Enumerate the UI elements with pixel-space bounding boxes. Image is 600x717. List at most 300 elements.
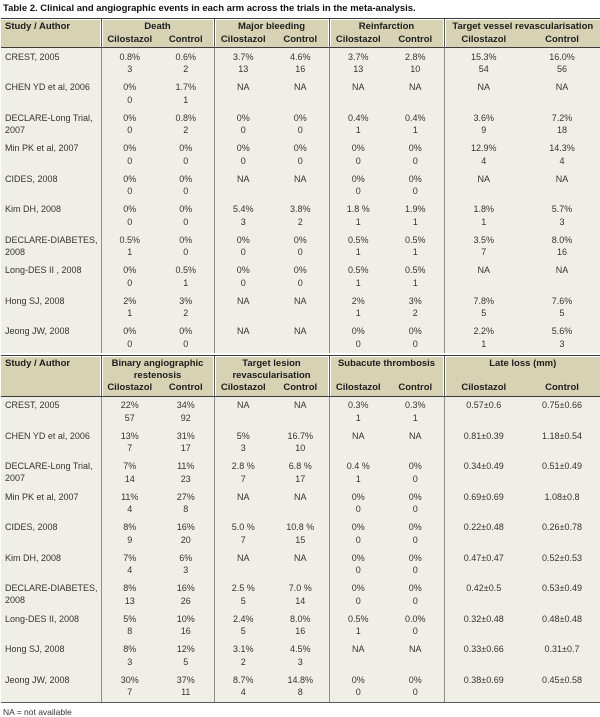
value-cell [101, 201, 158, 232]
count-value: 1 [412, 277, 418, 288]
value-cell [272, 262, 329, 293]
count-value [446, 503, 523, 516]
value-cell [523, 262, 600, 293]
table-row [1, 109, 600, 140]
percentage-value: 1.9% [405, 204, 426, 214]
subheader-cilostazol: Cilostazol [214, 382, 272, 396]
value-cell [158, 292, 214, 323]
percentage-value: NA [352, 644, 365, 654]
subheader-cilostazol: Cilostazol [444, 382, 523, 396]
count-value: 1 [183, 277, 189, 288]
value-cell [523, 79, 600, 110]
value-cell [444, 323, 523, 354]
percentage-value: 0% [408, 552, 422, 563]
count-value: 5 [240, 626, 246, 636]
count-value: 7 [127, 443, 133, 453]
percentage-value: NA [237, 400, 250, 410]
value-cell [523, 458, 600, 489]
value-cell [101, 458, 158, 489]
value-cell [158, 140, 214, 171]
percentage-value: 4.6% [290, 51, 311, 62]
percentage-value: 8.0% [290, 613, 311, 624]
subheader-control: Control [523, 34, 600, 48]
count-value: 0 [297, 277, 303, 288]
percentage-value: 7.0 % [288, 583, 312, 593]
count-value: 9 [481, 125, 487, 135]
count-value [273, 338, 328, 351]
percentage-value: 14.3% [549, 143, 575, 153]
value-cell [387, 549, 444, 580]
value-cell [158, 262, 214, 293]
subheader-cilostazol: Cilostazol [444, 34, 523, 48]
percentage-value: 7% [123, 552, 137, 563]
count-value: 17 [180, 443, 191, 453]
percentage-value: 0% [408, 583, 422, 593]
count-value: 3 [297, 656, 303, 667]
value-cell [214, 396, 272, 427]
percentage-value: NA [294, 326, 307, 336]
value-cell [214, 170, 272, 201]
value-cell [214, 641, 272, 672]
table-row [1, 458, 600, 489]
count-value [524, 94, 600, 107]
percentage-value: 0% [408, 326, 422, 336]
percentage-value: 0.5% [405, 234, 426, 245]
count-value: 0 [412, 534, 418, 545]
value-cell [329, 79, 387, 110]
percentage-value: 0% [123, 112, 137, 123]
percentage-value: 3% [179, 295, 193, 306]
percentage-value: NA [294, 491, 307, 502]
count-value: 0 [240, 155, 246, 166]
subheader-cilostazol: Cilostazol [101, 34, 158, 48]
count-value [446, 442, 523, 455]
value-cell [523, 201, 600, 232]
value-cell [272, 396, 329, 427]
count-value: 57 [124, 412, 135, 423]
study-name: DECLARE-Long Trial, 2007 [1, 458, 101, 489]
count-value: 3 [183, 565, 189, 575]
count-value: 17 [295, 473, 306, 484]
value-cell [272, 458, 329, 489]
table-row [1, 140, 600, 171]
count-value: 5 [240, 595, 246, 606]
count-value: 1 [412, 412, 418, 423]
value-cell [214, 519, 272, 550]
value-cell [101, 396, 158, 427]
percentage-value: NA [352, 82, 365, 92]
percentage-value: 1.08±0.8 [544, 491, 580, 502]
percentage-value: NA [555, 82, 569, 92]
subheader-control: Control [387, 34, 444, 48]
percentage-value: 34% [176, 400, 195, 410]
percentage-value: 3.7% [232, 51, 254, 62]
table-row [1, 580, 600, 611]
count-value: 7 [481, 247, 487, 257]
percentage-value: 10% [176, 613, 195, 624]
count-value [216, 94, 272, 107]
count-value [216, 185, 272, 198]
value-cell [387, 323, 444, 354]
count-value: 20 [180, 534, 191, 545]
footnote: NA = not available [3, 706, 72, 717]
percentage-value: 7.2% [551, 112, 573, 123]
percentage-value: 0.4% [405, 112, 426, 123]
count-value: 0 [297, 125, 303, 135]
value-cell [444, 488, 523, 519]
study-name: Kim DH, 2008 [1, 201, 101, 232]
count-value [446, 656, 523, 669]
table-row [1, 641, 600, 672]
percentage-value: 0.42±0.5 [466, 583, 502, 593]
count-value: 1 [355, 247, 361, 257]
count-value: 0 [183, 186, 189, 196]
percentage-value: NA [352, 430, 365, 441]
percentage-value: 0.5% [348, 234, 369, 245]
percentage-value: 0% [123, 326, 137, 336]
study-name: Min PK et al, 2007 [1, 140, 101, 171]
count-value [524, 503, 600, 516]
count-value [524, 442, 600, 455]
value-cell [329, 396, 387, 427]
column-header-study: Study / Author [1, 356, 101, 397]
percentage-value: 8% [123, 522, 137, 532]
percentage-value: 0% [408, 173, 422, 184]
value-cell [444, 671, 523, 702]
value-cell [329, 170, 387, 201]
percentage-value: 0.47±0.47 [463, 552, 504, 563]
count-value: 0 [412, 338, 418, 349]
count-value: 1 [355, 626, 361, 636]
percentage-value: 2% [351, 295, 365, 306]
value-cell [158, 323, 214, 354]
value-cell [214, 323, 272, 354]
count-value: 0 [412, 473, 418, 484]
count-value: 16 [295, 626, 306, 636]
value-cell [158, 580, 214, 611]
percentage-value: 5.0 % [231, 522, 255, 532]
count-value: 0 [297, 155, 303, 166]
count-value: 13 [238, 64, 249, 74]
column-header-death: Death [101, 19, 214, 34]
value-cell [272, 427, 329, 458]
count-value [446, 534, 523, 547]
percentage-value: 0% [408, 522, 422, 532]
value-cell [329, 488, 387, 519]
study-name: CREST, 2005 [1, 396, 101, 427]
percentage-value: 0% [179, 143, 193, 153]
percentage-value: 27% [176, 491, 195, 502]
value-cell [444, 610, 523, 641]
value-cell [387, 641, 444, 672]
percentage-value: 0% [123, 265, 137, 275]
percentage-value: 8% [123, 583, 137, 593]
count-value [273, 307, 328, 320]
table-row [1, 488, 600, 519]
percentage-value: 2.4% [233, 613, 254, 624]
value-cell [523, 641, 600, 672]
value-cell [329, 549, 387, 580]
percentage-value: NA [409, 82, 422, 92]
count-value [446, 686, 523, 699]
study-name: Min PK et al, 2007 [1, 488, 101, 519]
value-cell [101, 580, 158, 611]
count-value: 5 [481, 308, 487, 318]
value-cell [214, 231, 272, 262]
value-cell [272, 519, 329, 550]
value-cell [523, 292, 600, 323]
percentage-value: NA [236, 295, 250, 306]
value-cell [214, 292, 272, 323]
percentage-value: 3.1% [233, 644, 254, 654]
percentage-value: 0% [351, 326, 365, 336]
value-cell [387, 170, 444, 201]
count-value: 3 [127, 656, 133, 667]
percentage-value: 0.45±0.58 [542, 674, 583, 685]
percentage-value: 0.52±0.53 [542, 552, 583, 563]
percentage-value: 16.7% [287, 430, 314, 441]
value-cell [214, 458, 272, 489]
count-value [216, 412, 272, 425]
percentage-value: 0.3% [348, 400, 369, 410]
percentage-value: 0.3% [405, 400, 426, 410]
value-cell [387, 140, 444, 171]
percentage-value: 5.7% [551, 204, 573, 214]
column-header-major-bleeding: Major bleeding [214, 19, 329, 34]
percentage-value: 0% [351, 583, 365, 593]
value-cell [523, 396, 600, 427]
count-value [524, 625, 600, 638]
percentage-value: 0.51±0.49 [542, 461, 583, 471]
value-cell [272, 488, 329, 519]
study-name: CHEN YD et al, 2006 [1, 79, 101, 110]
value-cell [329, 427, 387, 458]
count-value: 0 [412, 155, 418, 166]
value-cell [523, 323, 600, 354]
percentage-value: 2.8% [405, 51, 426, 62]
value-cell [101, 610, 158, 641]
count-value: 16 [295, 64, 306, 74]
percentage-value: 3.5% [473, 234, 495, 245]
count-value: 0 [355, 565, 361, 575]
percentage-value: 0% [179, 234, 193, 245]
value-cell [272, 610, 329, 641]
value-cell [272, 170, 329, 201]
count-value: 14 [124, 473, 135, 484]
count-value: 8 [183, 504, 189, 514]
count-value: 2 [412, 308, 418, 318]
percentage-value: 0% [123, 204, 137, 214]
count-value: 4 [127, 504, 133, 514]
percentage-value: 12.9% [471, 143, 497, 153]
count-value [273, 185, 328, 198]
count-value: 0 [412, 595, 418, 606]
count-value [216, 564, 272, 577]
count-value: 8 [297, 687, 303, 697]
count-value: 26 [180, 595, 191, 606]
percentage-value: 31% [176, 430, 195, 441]
percentage-value: NA [237, 491, 250, 502]
subheader-control: Control [272, 34, 329, 48]
count-value: 4 [127, 565, 133, 575]
value-cell [387, 519, 444, 550]
count-value [524, 412, 600, 425]
percentage-value: 12% [176, 644, 195, 654]
count-value: 0 [355, 504, 361, 514]
count-value: 16 [180, 626, 191, 636]
percentage-value: NA [236, 326, 250, 336]
value-cell [444, 458, 523, 489]
count-value: 0 [240, 247, 246, 257]
percentage-value: 5.6% [551, 326, 573, 336]
percentage-value: NA [477, 173, 491, 184]
percentage-value: 11% [177, 461, 195, 471]
value-cell [272, 231, 329, 262]
count-value: 1 [355, 473, 361, 484]
table-row [1, 231, 600, 262]
value-cell [444, 231, 523, 262]
column-header-target-vessel-revascularisation: Target vessel revascularisation [444, 19, 600, 34]
percentage-value: 0.53±0.49 [542, 583, 583, 593]
value-cell [387, 109, 444, 140]
percentage-value: 0.57±0.6 [466, 400, 502, 410]
study-name: Long-DES II , 2008 [1, 262, 101, 293]
count-value: 4 [240, 687, 246, 697]
percentage-value: 0.5% [348, 613, 369, 624]
count-value [446, 277, 523, 290]
count-value [388, 442, 443, 455]
count-value: 0 [355, 534, 361, 545]
count-value [524, 277, 600, 290]
count-value: 0 [412, 504, 418, 514]
table-row [1, 79, 600, 110]
value-cell [444, 427, 523, 458]
percentage-value: 0% [408, 143, 422, 153]
percentage-value: 5% [236, 430, 250, 441]
count-value [524, 564, 600, 577]
count-value: 0 [240, 277, 246, 288]
count-value: 1 [412, 125, 418, 135]
value-cell [214, 109, 272, 140]
value-cell [387, 231, 444, 262]
count-value: 0 [127, 338, 133, 349]
table-row [1, 292, 600, 323]
count-value: 0 [297, 247, 303, 257]
count-value: 1 [481, 216, 487, 227]
value-cell [214, 580, 272, 611]
table-row [1, 323, 600, 354]
study-name: CREST, 2005 [1, 48, 101, 79]
subheader-control: Control [158, 382, 214, 396]
percentage-value: 16% [176, 522, 195, 532]
percentage-value: NA [237, 552, 250, 563]
value-cell [101, 170, 158, 201]
value-cell [158, 671, 214, 702]
count-value: 7 [127, 687, 133, 697]
value-cell [523, 231, 600, 262]
percentage-value: 8.7% [233, 674, 254, 685]
percentage-value: 0% [351, 173, 365, 184]
percentage-value: 3.6% [473, 112, 495, 123]
study-name: Hong SJ, 2008 [1, 292, 101, 323]
percentage-value: 11% [121, 491, 139, 502]
count-value [446, 564, 523, 577]
value-cell [523, 549, 600, 580]
percentage-value: 2% [123, 295, 137, 306]
value-cell [444, 292, 523, 323]
study-name: CHEN YD et al, 2006 [1, 427, 101, 458]
percentage-value: 0% [123, 173, 137, 184]
percentage-value: 0% [408, 491, 422, 502]
count-value: 1 [481, 338, 487, 349]
count-value: 4 [559, 155, 565, 166]
value-cell [101, 262, 158, 293]
count-value: 9 [127, 534, 133, 545]
percentage-value: 0% [293, 234, 307, 245]
value-cell [387, 458, 444, 489]
value-cell [272, 109, 329, 140]
count-value: 1 [355, 125, 361, 135]
percentage-value: NA [294, 552, 307, 563]
count-value: 3 [559, 216, 565, 227]
percentage-value: 0% [236, 143, 250, 153]
count-value [273, 564, 328, 577]
value-cell [444, 109, 523, 140]
value-cell [158, 427, 214, 458]
value-cell [444, 201, 523, 232]
percentage-value: 0% [236, 265, 250, 275]
value-cell [523, 140, 600, 171]
percentage-value: 3.7% [348, 51, 369, 62]
value-cell [387, 262, 444, 293]
study-name: Kim DH, 2008 [1, 549, 101, 580]
value-cell [101, 641, 158, 672]
percentage-value: 5% [123, 613, 137, 624]
value-cell [387, 580, 444, 611]
subheader-cilostazol: Cilostazol [329, 34, 387, 48]
value-cell [329, 641, 387, 672]
value-cell [214, 671, 272, 702]
count-value: 1 [412, 247, 418, 257]
value-cell [101, 140, 158, 171]
percentage-value: 0% [351, 143, 365, 153]
count-value: 4 [481, 155, 487, 166]
count-value: 0 [183, 155, 189, 166]
percentage-value: 8% [123, 644, 137, 654]
count-value [331, 442, 387, 455]
value-cell [387, 488, 444, 519]
percentage-value: 0% [351, 491, 365, 502]
count-value: 1 [355, 216, 361, 227]
value-cell [214, 488, 272, 519]
table-row [1, 671, 600, 702]
count-value: 0 [412, 687, 418, 697]
percentage-value: 0% [293, 143, 307, 153]
value-cell [214, 201, 272, 232]
percentage-value: 0% [123, 143, 137, 153]
count-value: 10 [295, 443, 306, 453]
value-cell [329, 580, 387, 611]
value-cell [272, 641, 329, 672]
count-value: 2 [240, 656, 246, 667]
value-cell [101, 48, 158, 79]
percentage-value: 4.5% [290, 644, 311, 654]
value-cell [158, 519, 214, 550]
count-value [273, 412, 328, 425]
value-cell [387, 610, 444, 641]
percentage-value: 2.2% [473, 326, 495, 336]
percentage-value: 1.8% [473, 204, 495, 214]
